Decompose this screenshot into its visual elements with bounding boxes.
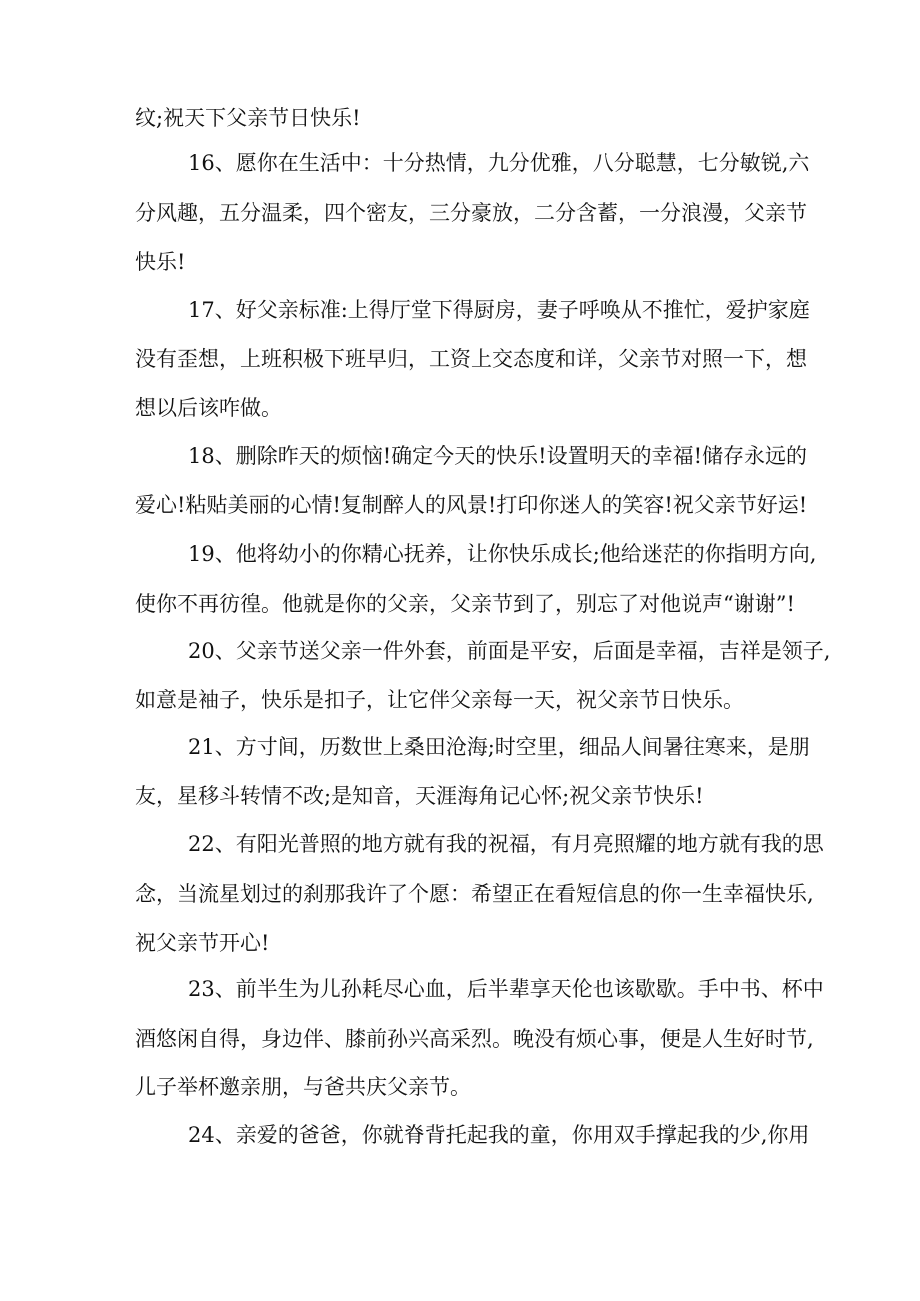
paragraph-16-line-1: 16、愿你在生活中：十分热情，九分优雅，八分聪慧，七分敏锐,六 [188, 151, 810, 175]
paragraph-17-line-3: 想以后该咋做。 [135, 396, 282, 420]
paragraph-22-line-1: 22、有阳光普照的地方就有我的祝福，有月亮照耀的地方就有我的思 [188, 832, 824, 856]
paragraph-21-line-2: 友，星移斗转情不改;是知音，天涯海角记心怀;祝父亲节快乐! [135, 784, 704, 808]
paragraph-23-line-1: 23、前半生为儿孙耗尽心血，后半辈享天伦也该歇歇。手中书、杯中 [188, 977, 824, 1001]
paragraph-21-line-1: 21、方寸间，历数世上桑田沧海;时空里，细品人间暑往寒来，是朋 [188, 735, 810, 759]
paragraph-15-line-1: 纹;祝天下父亲节日快乐! [135, 106, 361, 130]
paragraph-20-line-1: 20、父亲节送父亲一件外套，前面是平安，后面是幸福，吉祥是领子, [188, 639, 831, 663]
paragraph-22-line-3: 祝父亲节开心! [135, 931, 270, 955]
paragraph-18-line-1: 18、删除昨天的烦恼!确定今天的快乐!设置明天的幸福!储存永远的 [188, 444, 808, 468]
paragraph-19-line-1: 19、他将幼小的你精心抚养，让你快乐成长;他给迷茫的你指明方向, [188, 542, 817, 566]
paragraph-16-line-3: 快乐! [135, 250, 186, 274]
paragraph-23-line-3: 儿子举杯邀亲朋，与爸共庆父亲节。 [135, 1075, 471, 1099]
paragraph-18-line-2: 爱心!粘贴美丽的心情!复制醉人的风景!打印你迷人的笑容!祝父亲节好运! [135, 493, 808, 517]
paragraph-17-line-2: 没有歪想，上班积极下班早归，工资上交态度和详，父亲节对照一下，想 [135, 347, 807, 371]
paragraph-16-line-2: 分风趣，五分温柔，四个密友，三分豪放，二分含蓄，一分浪漫，父亲节 [135, 201, 807, 225]
paragraph-19-line-2: 使你不再彷徨。他就是你的父亲，父亲节到了，别忘了对他说声“谢谢”! [135, 592, 795, 616]
paragraph-17-line-1: 17、好父亲标准:上得厅堂下得厨房，妻子呼唤从不推忙，爱护家庭 [188, 298, 810, 322]
paragraph-22-line-2: 念，当流星划过的刹那我许了个愿：希望正在看短信息的你一生幸福快乐, [135, 882, 814, 906]
paragraph-24-line-1: 24、亲爱的爸爸，你就脊背托起我的童，你用双手撑起我的少,你用 [188, 1123, 810, 1147]
paragraph-20-line-2: 如意是袖子，快乐是扣子，让它伴父亲每一天，祝父亲节日快乐。 [135, 688, 744, 712]
paragraph-23-line-2: 酒悠闲自得，身边伴、膝前孙兴高采烈。晚没有烦心事，便是人生好时节, [135, 1027, 814, 1051]
